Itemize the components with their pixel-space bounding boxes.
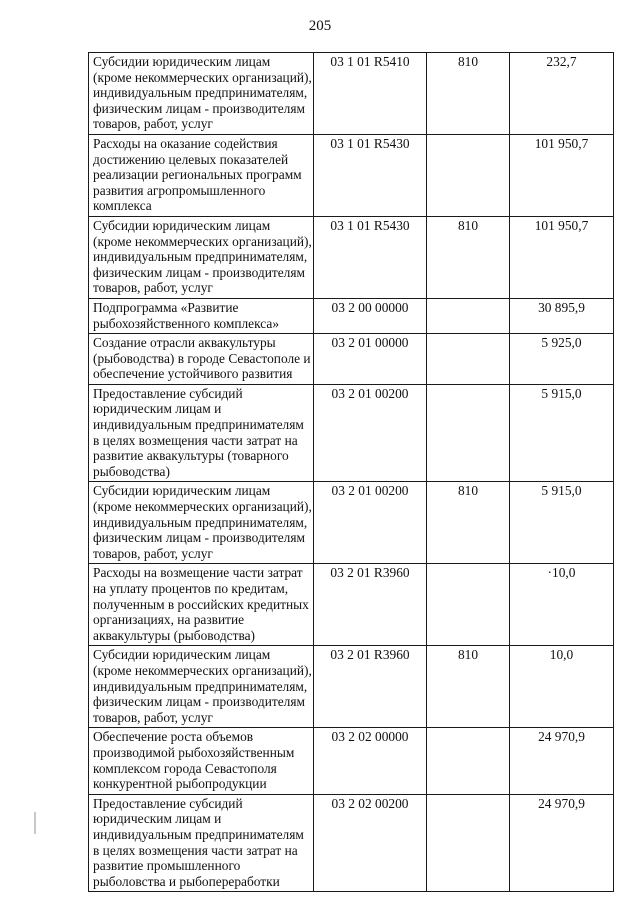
row-code: 03 2 01 00200 — [314, 482, 427, 564]
row-amount: 101 950,7 — [510, 216, 614, 298]
row-code: 03 1 01 R5430 — [314, 134, 427, 216]
row-code: 03 2 02 00000 — [314, 728, 427, 794]
row-code: 03 2 01 R3960 — [314, 646, 427, 728]
row-code: 03 2 01 R3960 — [314, 564, 427, 646]
row-expense-type: 810 — [427, 646, 510, 728]
row-amount: 30 895,9 — [510, 298, 614, 333]
row-name: Предоставление субсидий юридическим лицам и индивидуальным предпринимателям в целях возмещения части затрат на развитие аквакультуры (товарного рыбоводства) — [89, 384, 314, 482]
table-row — [89, 53, 614, 135]
table-row — [89, 564, 614, 646]
table-row — [89, 384, 614, 482]
table-row — [89, 298, 614, 333]
row-name: Субсидии юридическим лицам (кроме некоммерческих организаций), индивидуальным предпринимателям, физическим лицам - производителям товаров, работ, услуг — [89, 482, 314, 564]
page-number: 205 — [308, 18, 332, 34]
row-code: 03 1 01 R5430 — [314, 216, 427, 298]
row-code: 03 2 01 00200 — [314, 384, 427, 482]
budget-table — [88, 52, 614, 892]
row-name: Субсидии юридическим лицам (кроме некоммерческих организаций), индивидуальным предпринимателям, физическим лицам - производителям товаров, работ, услуг — [89, 53, 314, 135]
row-amount: ·10,0 — [510, 564, 614, 646]
row-code: 03 2 00 00000 — [314, 298, 427, 333]
row-expense-type — [427, 728, 510, 794]
row-expense-type — [427, 298, 510, 333]
row-name: Предоставление субсидий юридическим лицам и индивидуальным предпринимателям в целях возмещения части затрат на развитие промышленного рыболовства и рыбопереработки — [89, 794, 314, 892]
row-expense-type: 810 — [427, 482, 510, 564]
row-amount: 101 950,7 — [510, 134, 614, 216]
scan-artifact — [34, 812, 36, 834]
row-expense-type: 810 — [427, 216, 510, 298]
row-code: 03 2 01 00000 — [314, 334, 427, 385]
row-amount: 24 970,9 — [510, 794, 614, 892]
row-amount: 5 915,0 — [510, 482, 614, 564]
row-expense-type — [427, 334, 510, 385]
row-name: Создание отрасли аквакультуры (рыбоводства) в городе Севастополе и обеспечение устойчивого развития — [89, 334, 314, 385]
row-expense-type: 810 — [427, 53, 510, 135]
row-code: 03 1 01 R5410 — [314, 53, 427, 135]
table-row — [89, 216, 614, 298]
table-row — [89, 794, 614, 892]
row-code: 03 2 02 00200 — [314, 794, 427, 892]
row-expense-type — [427, 384, 510, 482]
row-name: Подпрограмма «Развитие рыбохозяйственного комплекса» — [89, 298, 314, 333]
row-name: Субсидии юридическим лицам (кроме некоммерческих организаций), индивидуальным предпринимателям, физическим лицам - производителям товаров, работ, услуг — [89, 216, 314, 298]
row-amount: 5 925,0 — [510, 334, 614, 385]
row-amount: 10,0 — [510, 646, 614, 728]
row-expense-type — [427, 134, 510, 216]
row-amount: 232,7 — [510, 53, 614, 135]
table-row — [89, 334, 614, 385]
row-amount: 5 915,0 — [510, 384, 614, 482]
row-expense-type — [427, 564, 510, 646]
table-row — [89, 646, 614, 728]
row-name: Расходы на возмещение части затрат на уплату процентов по кредитам, полученным в российских кредитных организациях, на развитие аквакультуры (рыбоводства) — [89, 564, 314, 646]
row-name: Субсидии юридическим лицам (кроме некоммерческих организаций), индивидуальным предпринимателям, физическим лицам - производителям товаров, работ, услуг — [89, 646, 314, 728]
table-row — [89, 728, 614, 794]
row-expense-type — [427, 794, 510, 892]
row-amount: 24 970,9 — [510, 728, 614, 794]
table-row — [89, 134, 614, 216]
table-row — [89, 482, 614, 564]
row-name: Расходы на оказание содействия достижению целевых показателей реализации региональных программ развития агропромышленного комплекса — [89, 134, 314, 216]
row-name: Обеспечение роста объемов производимой рыбохозяйственным комплексом города Севастополя конкурентной рыбопродукции — [89, 728, 314, 794]
